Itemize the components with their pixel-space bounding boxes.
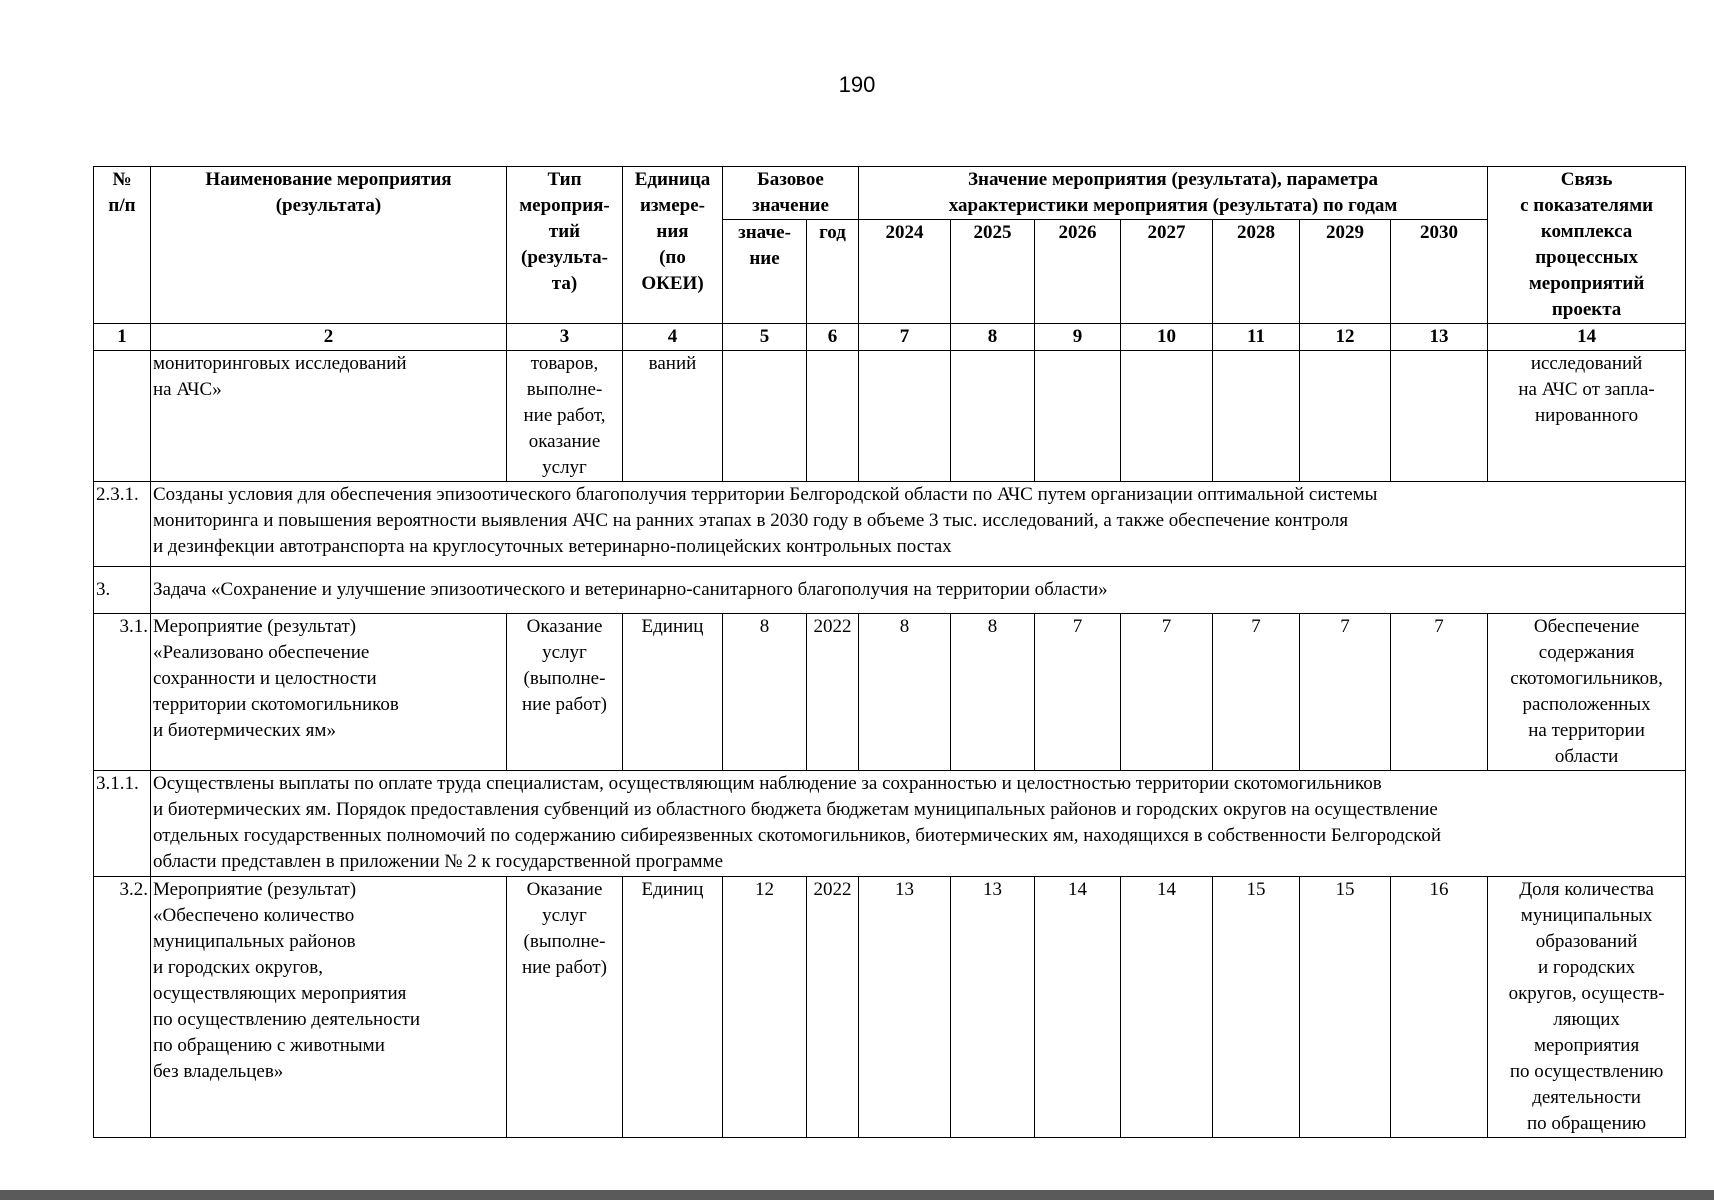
row-num: 3.1. <box>94 614 151 771</box>
row-value-2030: 16 <box>1391 877 1488 1138</box>
header-year: 2028 <box>1213 220 1300 324</box>
row-empty-cell <box>1391 351 1488 482</box>
row-empty-cell <box>951 351 1035 482</box>
row-base-value: 8 <box>723 614 807 771</box>
activities-table <box>93 166 1686 1138</box>
row-empty-cell <box>723 351 807 482</box>
col-number: 1 <box>94 324 151 351</box>
row-empty-cell <box>807 351 859 482</box>
col-number: 8 <box>951 324 1035 351</box>
row-base-value: 12 <box>723 877 807 1138</box>
header-year: 2026 <box>1035 220 1121 324</box>
row-num: 3. <box>94 567 151 614</box>
header-unit: Единица измере- ния (по ОКЕИ) <box>623 167 723 324</box>
row-value-2026: 7 <box>1035 614 1121 771</box>
row-value-2026: 14 <box>1035 877 1121 1138</box>
row-text: Созданы условия для обеспечения эпизоотического благополучия территории Белгородской области по АЧС путем организации оптимальной системы мониторинга и повышения вероятности выявления АЧС на ранних этапах в 2030 году в объеме 3 тыс. исследований, а также обеспечение контроля и дезинфекции автотранспорта на круглосуточных ветеринарно-полицейских контрольных постах <box>151 482 1686 567</box>
col-number: 9 <box>1035 324 1121 351</box>
row-num: 2.3.1. <box>94 482 151 567</box>
row-num: 3.2. <box>94 877 151 1138</box>
row-base-year: 2022 <box>807 614 859 771</box>
col-number: 14 <box>1488 324 1686 351</box>
row-value-2030: 7 <box>1391 614 1488 771</box>
header-year: 2024 <box>859 220 951 324</box>
col-number: 2 <box>151 324 507 351</box>
col-number: 3 <box>507 324 623 351</box>
table-row-3 <box>94 567 1686 614</box>
header-year: 2025 <box>951 220 1035 324</box>
header-row-1 <box>94 167 1686 220</box>
row-empty-cell <box>1035 351 1121 482</box>
header-name: Наименование мероприятия (результата) <box>151 167 507 324</box>
header-year: 2029 <box>1300 220 1391 324</box>
row-base-year: 2022 <box>807 877 859 1138</box>
col-number: 7 <box>859 324 951 351</box>
column-number-row <box>94 324 1686 351</box>
row-type: Оказание услуг (выполне- ние работ) <box>507 877 623 1138</box>
row-value-2029: 15 <box>1300 877 1391 1138</box>
row-value-2025: 13 <box>951 877 1035 1138</box>
table-row-2-3-1 <box>94 482 1686 567</box>
row-link: Доля количества муниципальных образований и городских округов, осуществ- ляющих мероприятия по осуществлению деятельности по обращению <box>1488 877 1686 1138</box>
col-number: 4 <box>623 324 723 351</box>
header-year: 2027 <box>1121 220 1213 324</box>
row-unit: ваний <box>623 351 723 482</box>
row-num: 3.1.1. <box>94 771 151 877</box>
row-value-2024: 13 <box>859 877 951 1138</box>
row-empty-cell <box>859 351 951 482</box>
row-value-2025: 8 <box>951 614 1035 771</box>
row-name: Мероприятие (результат) «Обеспечено количество муниципальных районов и городских округов, осуществляющих мероприятия по осуществлению деятельности по обращению с животными без владельцев» <box>151 877 507 1138</box>
row-link: Обеспечение содержания скотомогильников, расположенных на территории области <box>1488 614 1686 771</box>
page-number: 190 <box>838 72 876 97</box>
col-number: 11 <box>1213 324 1300 351</box>
header-base: Базовое значение <box>723 167 859 220</box>
table-row-3-1-1 <box>94 771 1686 877</box>
row-num <box>94 351 151 482</box>
row-unit: Единиц <box>623 877 723 1138</box>
row-value-2027: 14 <box>1121 877 1213 1138</box>
table-row-continuation <box>94 351 1686 482</box>
table-row-3-2 <box>94 877 1686 1138</box>
col-number: 12 <box>1300 324 1391 351</box>
row-link: исследований на АЧС от запла- нированного <box>1488 351 1686 482</box>
header-year: 2030 <box>1391 220 1488 324</box>
col-number: 10 <box>1121 324 1213 351</box>
row-text: Осуществлены выплаты по оплате труда специалистам, осуществляющим наблюдение за сохранностью и целостностью территории скотомогильников и биотермических ям. Порядок предоставления субвенций из областного бюджета бюджетам муниципальных районов и городских округов на осуществление отдельных государственных полномочий по содержанию сибиреязвенных скотомогильников, биотермических ям, находящихся в собственности Белгородской области представлен в приложении № 2 к государственной программе <box>151 771 1686 877</box>
header-num: № п/п <box>94 167 151 324</box>
row-type: товаров, выполне- ние работ, оказание услуг <box>507 351 623 482</box>
row-empty-cell <box>1300 351 1391 482</box>
row-value-2027: 7 <box>1121 614 1213 771</box>
row-unit: Единиц <box>623 614 723 771</box>
row-name: Мероприятие (результат) «Реализовано обеспечение сохранности и целостности территории скотомогильников и биотермических ям» <box>151 614 507 771</box>
header-type: Тип мероприя- тий (результа- та) <box>507 167 623 324</box>
header-values-by-year: Значение мероприятия (результата), параметра характеристики мероприятия (результата) по годам <box>859 167 1488 220</box>
row-value-2028: 7 <box>1213 614 1300 771</box>
row-empty-cell <box>1121 351 1213 482</box>
header-link: Связь с показателями комплекса процессных мероприятий проекта <box>1488 167 1686 324</box>
table-row-3-1 <box>94 614 1686 771</box>
row-text: Задача «Сохранение и улучшение эпизоотического и ветеринарно-санитарного благополучия на территории области» <box>151 567 1686 614</box>
header-base-value: значе- ние <box>723 220 807 324</box>
row-empty-cell <box>1213 351 1300 482</box>
header-base-year: год <box>807 220 859 324</box>
col-number: 13 <box>1391 324 1488 351</box>
row-value-2024: 8 <box>859 614 951 771</box>
row-type: Оказание услуг (выполне- ние работ) <box>507 614 623 771</box>
col-number: 5 <box>723 324 807 351</box>
row-value-2028: 15 <box>1213 877 1300 1138</box>
row-name: мониторинговых исследований на АЧС» <box>151 351 507 482</box>
col-number: 6 <box>807 324 859 351</box>
scan-edge-line <box>0 1190 1714 1200</box>
row-value-2029: 7 <box>1300 614 1391 771</box>
